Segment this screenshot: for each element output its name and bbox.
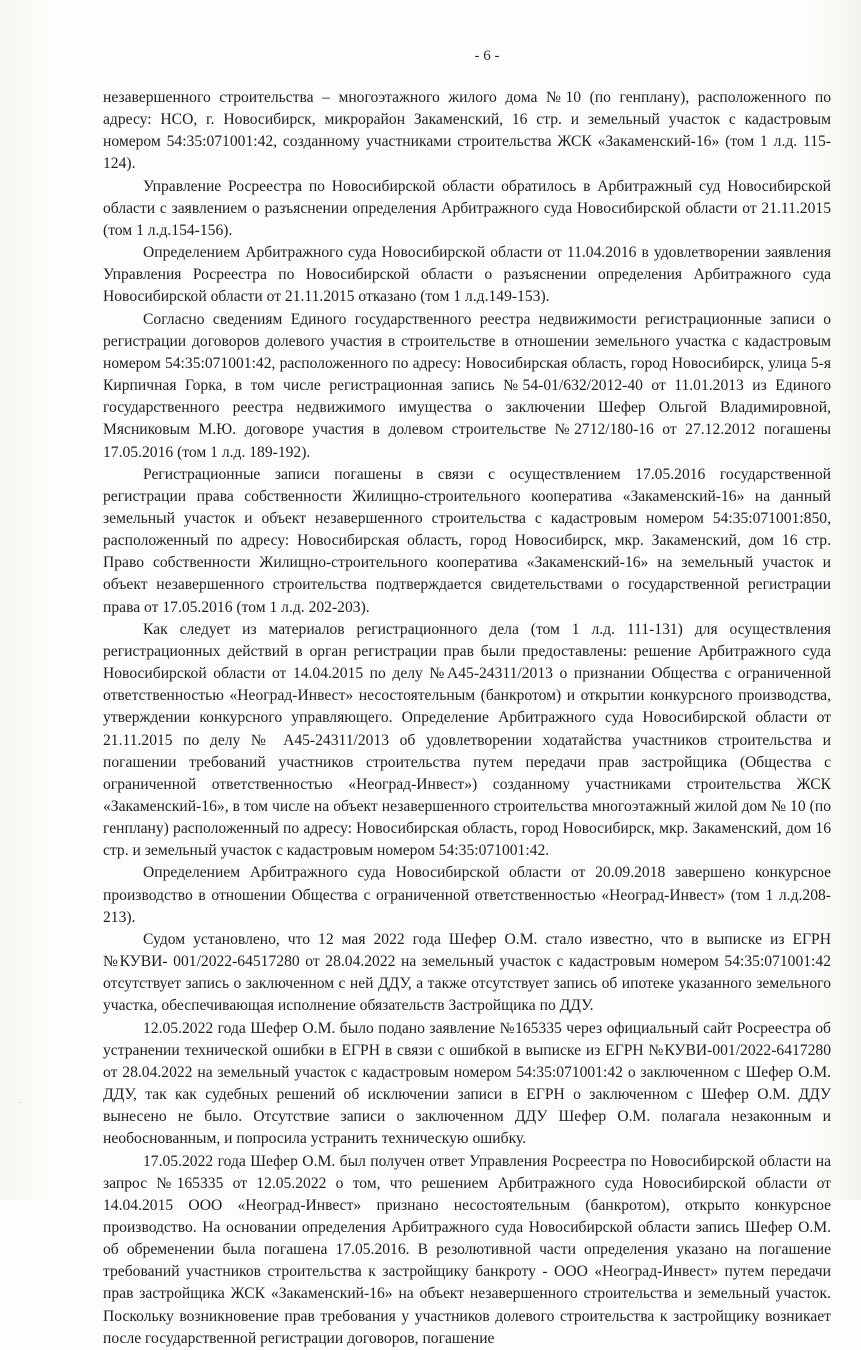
margin-scan-mark: · bbox=[18, 1098, 22, 1109]
paragraph-records-cancelled: Регистрационные записи погашены в связи с осуществлением 17.05.2016 государственной регистрации права собственности Жилищно-строительного кооператива «Закаменский-16» на данный земельный участок и объект незавершенного строительства с кадастровым номером 54:35:071001:850, расположенный по адресу: Новосибирская область, город Новосибирск, мкр. Закаменский, дом 16 стр. Право собственности Жилищно-строительного кооператива «Закаменский-16» на земельный участок и объект незавершенного строительства подтверждается свидетельствами о государственной регистрации права от 17.05.2016 (том 1 л.д. 202-203). bbox=[103, 465, 831, 616]
paragraph-court-established: Судом установлено, что 12 мая 2022 года Шефер О.М. стало известно, что в выписке из ЕГРН №КУВИ- 001/2022-64517280 от 28.04.2022 на земельный участок с кадастровым номером 54:35:071001:42 отсутствует запись о заключенном с ней ДДУ, а также отсутствует запись об ипотеке указанного земельного участка, обеспечивающая исполнение обязательств Застройщика по ДДУ. bbox=[103, 930, 831, 1015]
paragraph-bankruptcy-completed: Определением Арбитражного суда Новосибирской области от 20.09.2018 завершено конкурсное производство в отношении Общества с ограниченной ответственностью «Неоград-Инвест» (том 1 л.д.208-213). bbox=[103, 864, 831, 926]
document-body bbox=[103, 87, 831, 1350]
paragraph-ruling-2016: Определением Арбитражного суда Новосибирской области от 11.04.2016 в удовлетворении заявления Управления Росреестра по Новосибирской области о разъяснении определения Арбитражного суда Новосибирской области от 21.11.2015 отказано (том 1 л.д.149-153). bbox=[103, 244, 831, 306]
paragraph-registration-materials: Как следует из материалов регистрационного дела (том 1 л.д. 111-131) для осуществления регистрационных действий в орган регистрации прав были предоставлены: решение Арбитражного суда Новосибирской области от 14.04.2015 по делу №А45-24311/2013 о признании Общества с ограниченной ответственностью «Неоград-Инвест» несостоятельным (банкротом) и открытии конкурсного производства, утверждении конкурсного управляющего. Определение Арбитражного суда Новосибирской области от 21.11.2015 по делу № А45-24311/2013 об удовлетворении ходатайства участников строительства и погашении требований участников строительства путем передачи прав застройщика (Общества с ограниченной ответственностью «Неоград-Инвест») созданному участниками строительства ЖСК «Закаменский-16», в том числе на объект незавершенного строительства многоэтажный жилой дом № 10 (по генплану) расположенный по адресу: Новосибирская область, город Новосибирск, мкр. Закаменский, дом 16 стр. и земельный участок с кадастровым номером 54:35:071001:42. bbox=[103, 620, 831, 860]
page-number: - 6 - bbox=[474, 48, 500, 64]
paragraph-continuation: незавершенного строительства – многоэтажного жилого дома №10 (по генплану), расположенного по адресу: НСО, г. Новосибирск, микрорайон Закаменский, 16 стр. и земельный участок с кадастровым номером 54:35:071001:42, созданному участниками строительства ЖСК «Закаменский-16» (том 1 л.д. 115-124). bbox=[103, 89, 831, 173]
paragraph-rosreestr-appeal: Управление Росреестра по Новосибирской области обратилось в Арбитражный суд Новосибирской области с заявлением о разъяснении определения Арбитражного суда Новосибирской области от 21.11.2015 (том 1 л.д.154-156). bbox=[103, 177, 831, 239]
paragraph-application-2022: 12.05.2022 года Шефер О.М. было подано заявление №165335 через официальный сайт Росреестра об устранении технической ошибки в ЕГРН в связи с ошибкой в выписке из ЕГРН №КУВИ-001/2022-6417280 от 28.04.2022 на земельный участок с кадастровым номером 54:35:071001:42 о заключенном с Шефер О.М. ДДУ, так как судебных решений об исключении записи в ЕГРН о заключенном с Шефер О.М. ДДУ вынесено не было. Отсутствие записи о заключенном ДДУ Шефер О.М. полагала незаконным и необоснованным, и попросила устранить техническую ошибку. bbox=[103, 1019, 831, 1148]
paragraph-egrn-records: Согласно сведениям Единого государственного реестра недвижимости регистрационные записи о регистрации договоров долевого участия в строительстве в отношении земельного участка с кадастровым номером 54:35:071001:42, расположенного по адресу: Новосибирская область, город Новосибирск, улица 5-я Кирпичная Горка, в том числе регистрационная запись №54-01/632/2012-40 от 11.01.2013 из Единого государственного реестра недвижимого имущества о заключении Шефер Ольгой Владимировной, Мясниковым М.Ю. договоре участия в долевом строительстве №2712/180-16 от 27.12.2012 погашены 17.05.2016 (том 1 л.д. 189-192). bbox=[103, 310, 831, 461]
paragraph-rosreestr-response: 17.05.2022 года Шефер О.М. был получен ответ Управления Росреестра по Новосибирской области на запрос №165335 от 12.05.2022 о том, что решением Арбитражного суда Новосибирской области от 14.04.2015 ООО «Неоград-Инвест» признано несостоятельным (банкротом), открыто конкурсное производство. На основании определения Арбитражного суда Новосибирской области запись Шефер О.М. об обременении была погашена 17.05.2016. В резолютивной части определения указано на погашение требований участников строительства к застройщику банкроту - ООО «Неоград-Инвест» путем передачи прав застройщика ЖСК «Закаменский-16» на объект незавершенного строительства и земельный участок. Поскольку возникновение прав требования у участников долевого строительства к застройщику возникает после государственной регистрации договоров, погашение bbox=[103, 1152, 831, 1347]
